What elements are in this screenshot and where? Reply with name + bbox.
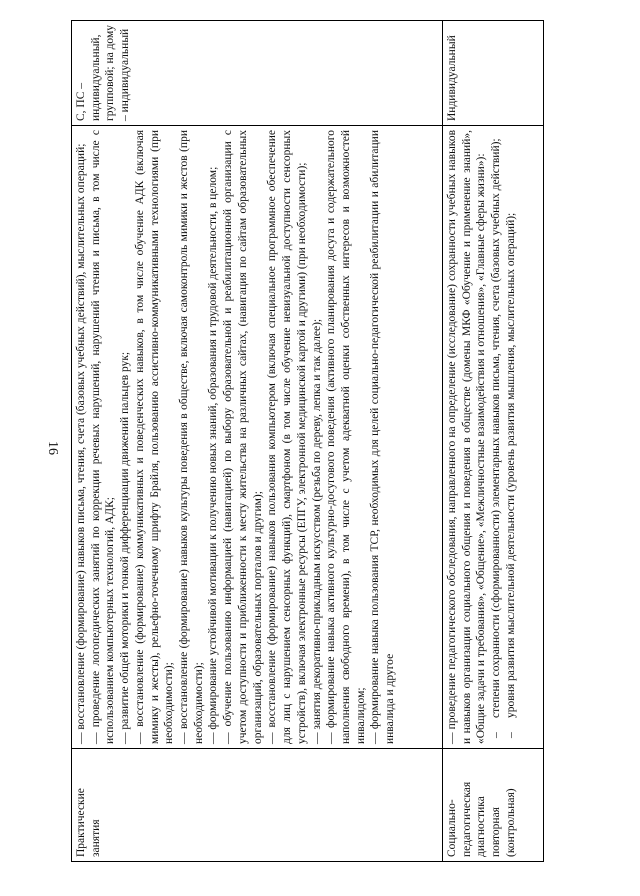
sub-list: [489, 130, 518, 744]
list-item: — формирование навыка пользования ТСР, необходимых для целей социально-педагогической реабилитации и абилитации инвалида и другое: [369, 130, 397, 744]
list-item: — обучение пользованию информацией (навигацией) по выбору образовательной и реабилитационной организации с учетом доступности и приближенности к месту жительства на различных сайтах, (навигация по сайтам образовательных организаций, образовательных порталов и другим);: [222, 130, 264, 744]
list-item: — восстановление (формирование) навыков пользования компьютером (включая специальное программное обеспечение для лиц с нарушением сенсорных функций), смартфоном (в том числе обучение невизуальной доступности сенсорных устройств), включая электронные ресурсы (ЕПГУ, электронной медицинской картой и другими) (при необходимости);: [266, 130, 308, 744]
stage-cell: [72, 749, 443, 862]
page-number-wrap: [33, 420, 71, 476]
rotated-table-wrap: [71, 25, 543, 862]
stage-cell: [443, 749, 544, 862]
form-cell: [72, 21, 443, 126]
sub-list-item: – уровня развития мыслительной деятельности (уровень развития мышления, мыслительных операций);: [504, 130, 519, 744]
list-item: — восстановление (формирование) навыков культуры поведения в обществе, включая самоконтроль мимики и жестов (при необходимости);: [178, 130, 205, 744]
list-item: — восстановление (формирование) навыков письма, чтения, счета (базовых учебных действий), мыслительных операций;: [75, 143, 87, 744]
page-number: 16: [45, 441, 60, 455]
list-item: — развитие общей моторики и тонкой дифференциации движений пальцев рук;: [119, 351, 132, 744]
form-cell: [443, 21, 544, 126]
stage-label: Социально-педагогическая диагностика повторная (контрольная): [446, 781, 517, 857]
list-item: — занятия декоративно-прикладным искусством (резьба по дереву, лепка и так далее);: [310, 318, 323, 744]
table-row: [72, 21, 443, 862]
sub-list-item: – степени сохранности (сформированности) элементарных навыков письма, чтения, счета (базовых учебных действий);: [489, 130, 504, 744]
list-item: — формирование устойчивой мотивации к получению новых знаний, образования и трудовой деятельности, в целом;: [207, 166, 220, 744]
form-label: Индивидуальный: [446, 35, 458, 121]
stage-label: Практические занятия: [75, 788, 102, 857]
content-cell: [443, 126, 544, 749]
list-item-lead: — проведение педагогического обследования, направленного на определение (исследование) сохранности учебных навыков и навыков организации социального общения и поведения в обществе (домены МКФ «Обучение и применение знаний», «Общие задачи и требования», «Общение», «Межличностные взаимодействия и отношения», «Главные сферы жизни»):: [446, 130, 488, 744]
list-item: — восстановление (формирование) коммуникативных и поведенческих навыков, в том числе обучение АДК (включая мимику и жесты), рельефно-точечному шрифту Брайля, пользованию ассистивно-коммуникативными технологиями (при необходимости);: [133, 130, 176, 744]
form-label: С, ПС – индивидуальный, групповой; на дому – индивидуальный: [75, 25, 132, 121]
rehabilitation-table: [71, 20, 544, 862]
list-item: — формирование навыка активного культурно-досугового поведения (активного планирования досуга и содержательного наполнения свободного времени), в том числе с учетом адекватной оценки собственных интересов и возможностей инвалидом;: [325, 130, 367, 744]
list-item: — проведение логопедических занятий по коррекции речевых нарушений, нарушений чтения и письма, в том числе с использованием компьютерных технологий, АДК;: [89, 130, 117, 744]
content-cell: [72, 126, 443, 749]
table-row: [443, 21, 544, 862]
